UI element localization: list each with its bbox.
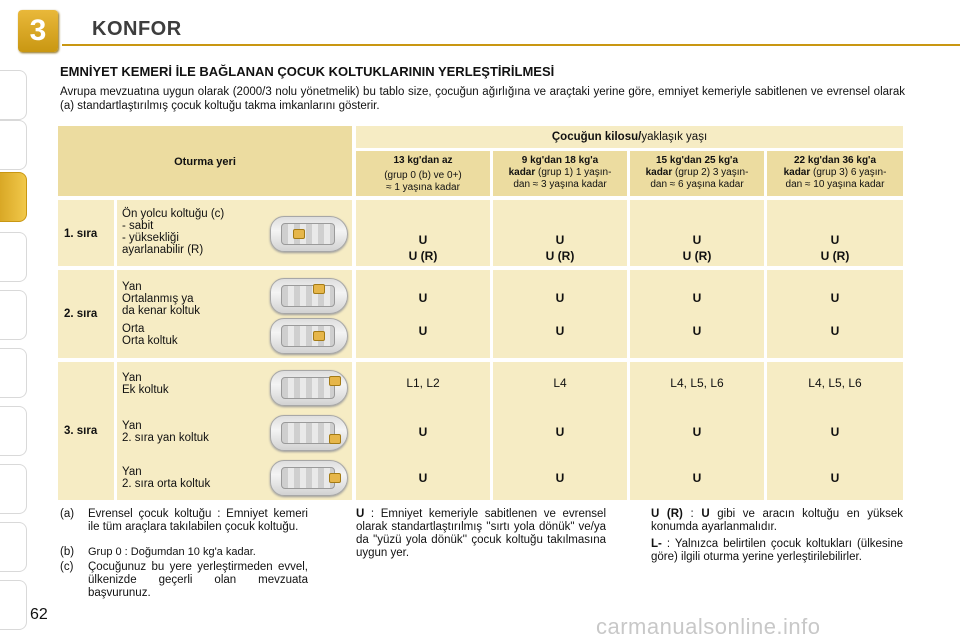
col1-bold2: kadar <box>508 167 536 178</box>
car-seat-diagram-icon <box>270 370 348 406</box>
car-seat-diagram-icon <box>270 318 348 354</box>
col0-bold: 13 kg'dan az <box>393 155 453 166</box>
row2-seat1-line-0: Orta <box>122 323 145 335</box>
footnote-l-text: : Yalnızca belirtilen çocuk koltukları (ülkesine göre) ilgili oturma yerine yerleştirilebilirler. <box>651 538 903 563</box>
row2-seat0-col1: U <box>555 291 565 305</box>
row3-seat2-col0: U <box>418 471 428 485</box>
col2-rest: (grup 2) 3 yaşın- <box>672 167 749 178</box>
weight-header <box>356 126 903 143</box>
col1-bold: 9 kg'dan 18 kg'a <box>521 155 599 166</box>
chapter-tab-3-active[interactable] <box>0 172 27 222</box>
row3-seat2-line-1: 2. sıra orta koltuk <box>122 478 211 490</box>
footnote-ur-key2: U <box>701 508 710 520</box>
footnote-b-text: Grup 0 : Doğumdan 10 kg'a kadar. <box>88 546 256 558</box>
row2-seat1-line-1: Orta koltuk <box>122 335 178 347</box>
row2-seat0-col3: U <box>830 291 840 305</box>
car-seat-diagram-icon <box>270 278 348 314</box>
chapter-tab-10[interactable] <box>0 580 27 630</box>
row3-seat0-col2: L4, L5, L6 <box>670 376 724 390</box>
chapter-tab-5[interactable] <box>0 290 27 340</box>
col2-line3: dan ≈ 6 yaşına kadar <box>650 179 744 190</box>
row1-col1-value-b: U (R) <box>545 249 575 263</box>
row2-seat0-col2: U <box>692 291 702 305</box>
row3-seat1-line-0: Yan <box>122 420 142 432</box>
chapter-number-badge: 3 <box>18 10 58 52</box>
row3-seat0-col1: L4 <box>553 376 567 390</box>
weight-header-rest: yaklaşık yaşı <box>641 131 708 143</box>
row1-seat-line-3: ayarlanabilir (R) <box>122 244 204 256</box>
chapter-tab-1[interactable] <box>0 70 27 120</box>
seat-header-label: Oturma yeri <box>174 156 236 168</box>
footnote-ur <box>651 508 903 534</box>
chapter-tab-8[interactable] <box>0 464 27 514</box>
col3-line3: dan ≈ 10 yaşına kadar <box>785 179 885 190</box>
row2-seat1-col2: U <box>692 324 702 338</box>
column-header-3 <box>767 151 903 196</box>
car-seat-diagram-icon <box>270 415 348 451</box>
col1-line3: dan ≈ 3 yaşına kadar <box>513 179 607 190</box>
row2-col2-cell <box>630 270 764 358</box>
footnote-u <box>356 508 606 560</box>
footnote-ur-mid: : <box>682 508 702 520</box>
row2-seat0-line-2: da kenar koltuk <box>122 305 200 317</box>
row3-seat1-line-1: 2. sıra yan koltuk <box>122 432 209 444</box>
row3-seat0-desc <box>122 372 169 396</box>
col3-bold2: kadar <box>783 167 811 178</box>
footnote-l-key: L- <box>651 538 662 550</box>
chapter-tab-9[interactable] <box>0 522 27 572</box>
footnote-ur-text: gibi ve aracın koltuğu en yüksek konumda ayarlanmalıdır. <box>651 508 903 533</box>
footnote-u-key: U <box>356 508 365 520</box>
column-header-0 <box>356 151 490 196</box>
row3-seat2-desc <box>122 466 210 490</box>
col1-rest: (grup 1) 1 yaşın- <box>535 167 612 178</box>
column-header-2 <box>630 151 764 196</box>
weight-header-cell <box>356 126 903 148</box>
row2-col0-cell <box>356 270 490 358</box>
row3-seat1-col2: U <box>692 425 702 439</box>
row3-seat0-col3: L4, L5, L6 <box>808 376 862 390</box>
watermark: carmanualsonline.info <box>596 614 821 639</box>
row1-label: 1. sıra <box>64 228 98 240</box>
page-number: 62 <box>30 606 48 623</box>
row3-seat0-col0: L1, L2 <box>406 376 440 390</box>
car-seat-diagram-icon <box>270 216 348 252</box>
row2-label: 2. sıra <box>64 308 98 320</box>
footnote-l <box>651 538 903 564</box>
row3-seat1-col1: U <box>555 425 565 439</box>
col0-line3: ≈ 1 yaşına kadar <box>386 182 460 193</box>
row2-col3-cell <box>767 270 903 358</box>
row3-label: 3. sıra <box>64 425 98 437</box>
footnote-b-key: (b) <box>60 546 75 558</box>
col3-bold: 22 kg'dan 36 kg'a <box>793 155 877 166</box>
weight-header-bold: Çocuğun kilosu/ <box>551 131 642 143</box>
intro-paragraph: Avrupa mevzuatına uygun olarak (2000/3 nolu yönetmelik) bu tablo size, çocuğun ağırlığına ve araçtaki yerine göre, emniyet kemeriyle sabitlenen ve evrensel olarak (a) standartlaştırılmış çocuk koltuğu takma imkanlarını gösterir. <box>60 86 905 112</box>
row1-col2-value-b: U (R) <box>682 249 712 263</box>
row2-seat1-desc <box>122 323 178 347</box>
row2-seat1-col1: U <box>555 324 565 338</box>
chapter-title: KONFOR <box>92 18 182 40</box>
row1-col1-value-a: U <box>555 233 565 247</box>
footnote-c-key: (c) <box>60 561 74 573</box>
chapter-tab-2[interactable] <box>0 120 27 170</box>
chapter-tab-4[interactable] <box>0 232 27 282</box>
row3-seat1-desc <box>122 420 209 444</box>
row3-seat0-line-1: Ek koltuk <box>122 384 169 396</box>
row1-col0-value-b: U (R) <box>408 249 438 263</box>
footnote-a-key: (a) <box>60 508 75 520</box>
row2-seat1-col3: U <box>830 324 840 338</box>
row2-seat0-col0: U <box>418 291 428 305</box>
row1-col3-value-a: U <box>830 233 840 247</box>
row1-seat-line-1: - sabit <box>122 220 154 232</box>
section-title: EMNİYET KEMERİ İLE BAĞLANAN ÇOCUK KOLTUKLARININ YERLEŞTİRİLMESİ <box>60 64 555 79</box>
col2-bold: 15 kg'dan 25 kg'a <box>655 155 739 166</box>
row2-col1-cell <box>493 270 627 358</box>
footnote-c-text: Çocuğunuz bu yere yerleştirmeden evvel, ülkenizde geçerli olan mevzuata başvurunuz. <box>88 561 308 599</box>
col3-rest: (grup 3) 6 yaşın- <box>810 167 887 178</box>
chapter-tab-6[interactable] <box>0 348 27 398</box>
row3-seat2-line-0: Yan <box>122 466 142 478</box>
footnote-ur-key: U (R) <box>651 508 683 520</box>
col2-bold2: kadar <box>645 167 673 178</box>
chapter-tab-7[interactable] <box>0 406 27 456</box>
row3-seat1-col3: U <box>830 425 840 439</box>
car-seat-diagram-icon <box>270 460 348 496</box>
row2-seat0-line-0: Yan <box>122 281 142 293</box>
chapter-header-bar <box>62 22 960 46</box>
footnote-u-text: : Emniyet kemeriyle sabitlenen ve evrensel olarak standartlaştırılmış ''sırtı yola dönük" ve/ya da "yüzü yola dönük'' çocuk koltuğu takılmasına uygun yer. <box>356 508 606 559</box>
row1-col3-value-b: U (R) <box>820 249 850 263</box>
row1-seat-desc <box>122 208 224 256</box>
row3-seat2-col1: U <box>555 471 565 485</box>
row3-seat0-line-0: Yan <box>122 372 142 384</box>
row3-seat2-col2: U <box>692 471 702 485</box>
row2-seat1-col0: U <box>418 324 428 338</box>
row1-seat-line-2: - yüksekliği <box>122 232 179 244</box>
row1-col2-value-a: U <box>692 233 702 247</box>
row3-seat1-col0: U <box>418 425 428 439</box>
row3-seat2-col3: U <box>830 471 840 485</box>
row2-seat0-desc <box>122 281 200 317</box>
row1-col0-value-a: U <box>418 233 428 247</box>
col0-rest: (grup 0 (b) ve 0+) <box>384 170 462 181</box>
row2-seat0-line-1: Ortalanmış ya <box>122 293 194 305</box>
row1-seat-line-0: Ön yolcu koltuğu (c) <box>122 208 225 220</box>
footnote-a-text: Evrensel çocuk koltuğu : Emniyet kemeri ile tüm araçlara takılabilen çocuk koltuğu. <box>88 508 308 533</box>
column-header-1 <box>493 151 627 196</box>
seat-header-cell <box>58 126 352 196</box>
